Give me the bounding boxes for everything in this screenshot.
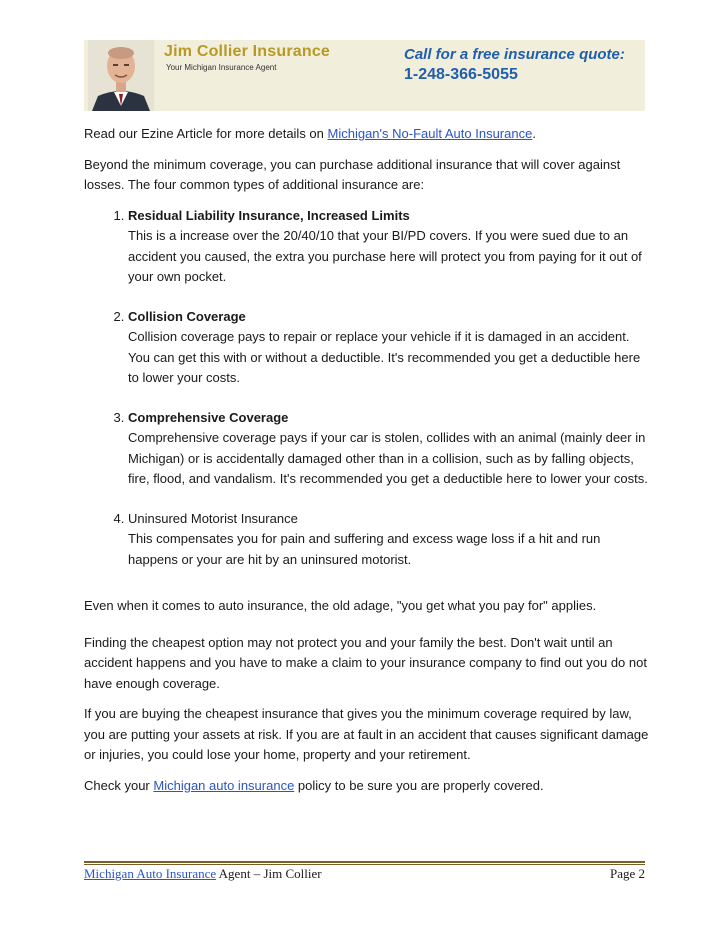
adage-paragraph: Even when it comes to auto insurance, the old adage, "you get what you pay for" applies. [84, 598, 597, 613]
closing-paragraph: Check your Michigan auto insurance policy to be sure you are properly covered. [84, 777, 544, 793]
agent-photo [88, 40, 154, 111]
footer-left: Michigan Auto Insurance Agent – Jim Collier [84, 866, 322, 881]
intro-paragraph: Read our Ezine Article for more details on Michigan's No-Fault Auto Insurance. [84, 126, 536, 141]
list-item [128, 206, 649, 288]
list-item [128, 408, 649, 490]
cheapest-option-paragraph: Finding the cheapest option may not protect you and your family the best. Don't wait until an accident happens and you have to make a claim to your insurance company to find out you do not have enough coverage. [84, 634, 647, 691]
list-item [128, 307, 649, 389]
cta-phone: 1-248-366-5055 [404, 66, 518, 83]
minimum-coverage-paragraph: If you are buying the cheapest insurance that gives you the minimum coverage required by law, you are putting your assets at risk. If you are at fault in an accident that causes significant damage or injuries, you could lose your home, property and your retirement. [84, 706, 649, 762]
item-title: 2. Collision Coverage [128, 308, 246, 324]
document-body [84, 124, 649, 806]
brand-name: Jim Collier Insurance [164, 43, 331, 60]
header-banner [84, 40, 645, 111]
page-number: Page 2 [609, 866, 645, 881]
item-title: 1. Residual Liability Insurance, Increased Limits [128, 207, 410, 223]
michigan-auto-insurance-link[interactable]: Michigan auto insurance [153, 777, 295, 793]
footer-divider [84, 861, 645, 863]
item-description: Collision coverage pays to repair or replace your vehicle if it is damaged in an accident. You can get this with or without a deductible. It's recommended you get a deductible here to lower your costs. [128, 329, 641, 385]
footer-divider-thin [84, 864, 645, 865]
list-item [128, 509, 649, 571]
item-description: This compensates you for pain and suffering and excess wage loss if a hit and run happens or your are hit by an uninsured motorist. [128, 531, 601, 567]
brand-tagline: Your Michigan Insurance Agent [166, 63, 277, 72]
item-description: This is a increase over the 20/40/10 that your BI/PD covers. If you were sued due to an accident you caused, the extra you purchase here will protect you from paying for it out of your own pocket. [128, 228, 642, 284]
item-title: 4. Uninsured Motorist Insurance [128, 510, 298, 526]
item-description: Comprehensive coverage pays if your car is stolen, collides with an animal (mainly deer in Michigan) or is accidentally damaged other than in a collision, such as by falling objects, fire, flood, and vandalism. It's recommended you get a deductible here to lower your costs. [128, 430, 648, 486]
insurance-types-list [84, 206, 649, 571]
cta-text: Call for a free insurance quote: [404, 46, 625, 63]
lead-paragraph: Beyond the minimum coverage, you can purchase additional insurance that will cover against losses. The four common types of additional insurance are: [84, 156, 621, 192]
page-footer [84, 866, 645, 882]
item-title: 3. Comprehensive Coverage [128, 409, 289, 425]
footer-link[interactable]: Michigan Auto Insurance [84, 866, 217, 881]
no-fault-article-link[interactable]: Michigan's No-Fault Auto Insurance [327, 126, 533, 141]
